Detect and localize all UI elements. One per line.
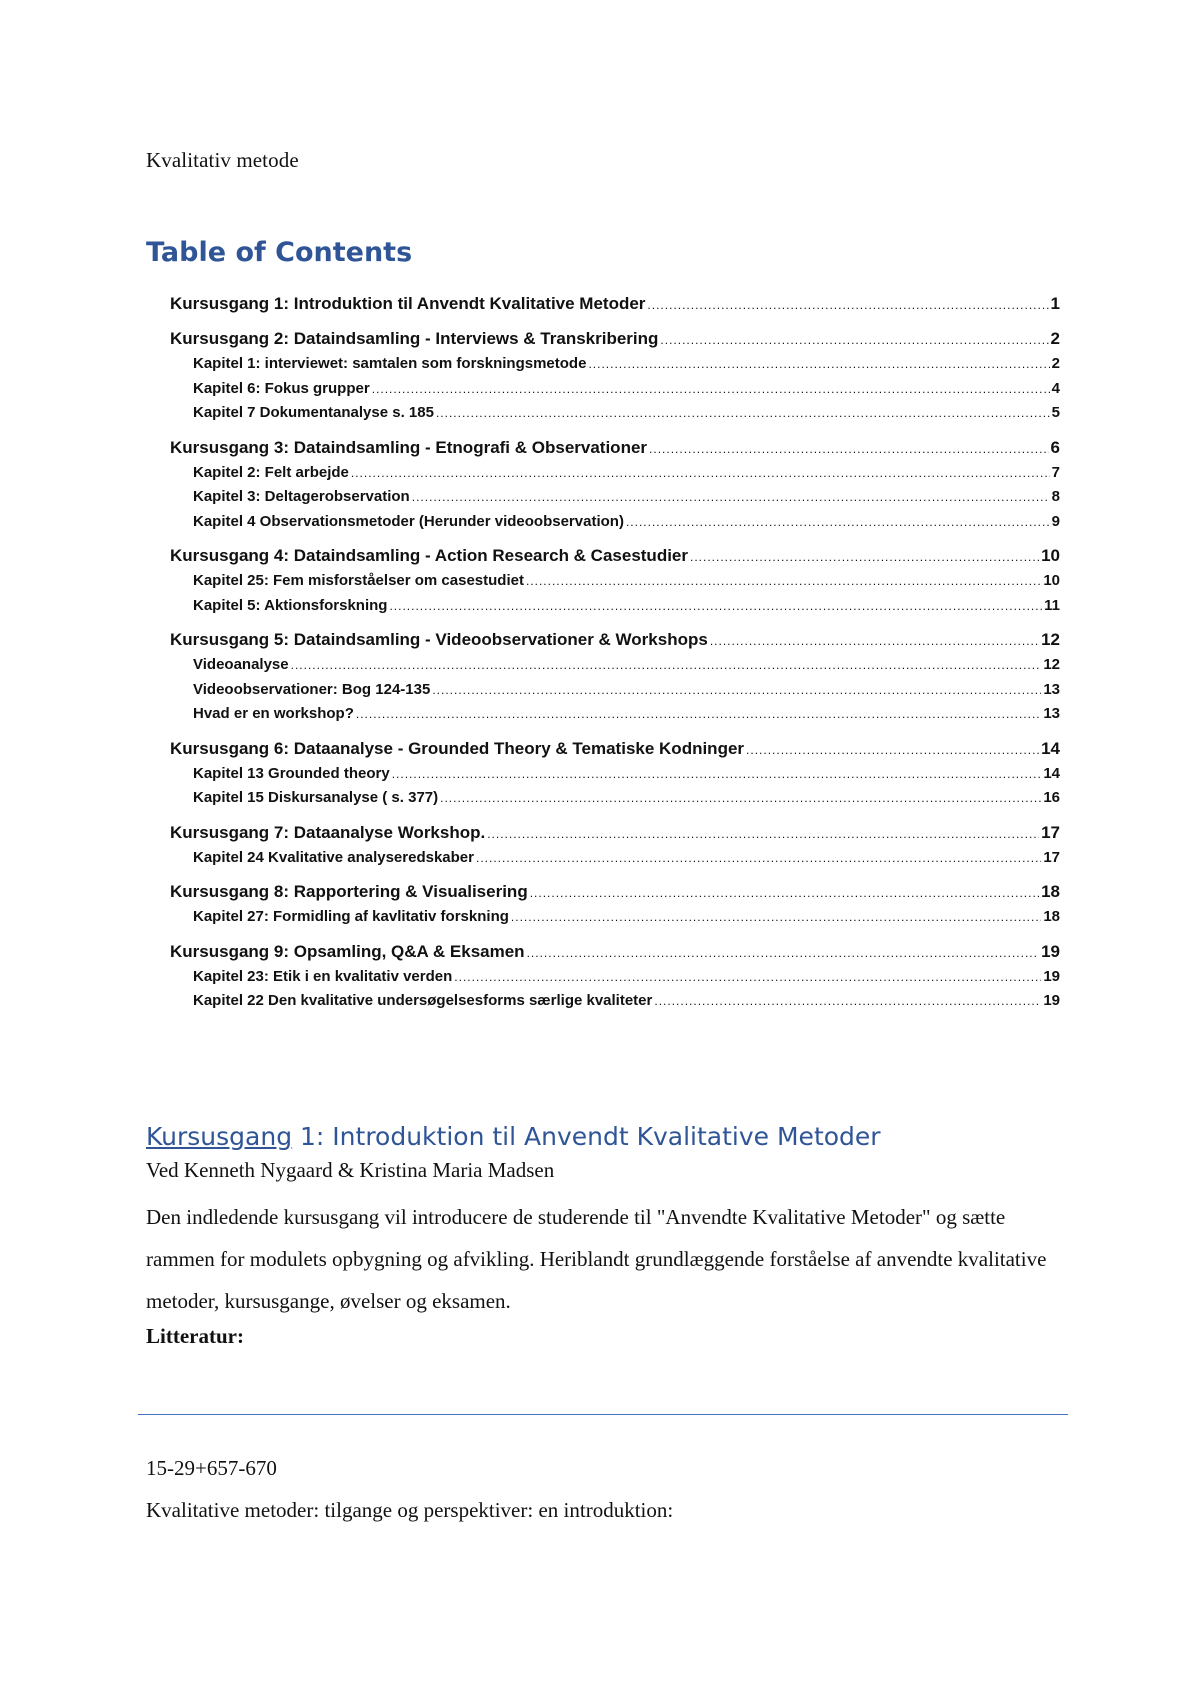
toc-dot-leader [649, 434, 1049, 463]
toc-entry-page: 12 [1041, 630, 1060, 649]
toc-entry-title: Kapitel 15 Diskursanalyse ( s. 377) [193, 789, 439, 806]
toc-entry-title: Kapitel 6: Fokus grupper [193, 379, 370, 397]
section-heading-word: Kursusgang [146, 1122, 293, 1151]
toc-entry-level1[interactable] [170, 626, 1060, 653]
toc-entry-level2[interactable] [170, 762, 1060, 787]
toc-entry-page: 9 [1051, 512, 1060, 530]
toc-entry-title: Kursusgang 7: Dataanalyse Workshop. [170, 822, 486, 842]
toc-entry-level2[interactable] [170, 702, 1060, 727]
section-paragraph: Den indledende kursusgang vil introducere de studerende til "Anvendte Kvalitative Metoder" og sætte rammen for modulets opbygning og afvikling. Heriblandt grundlæggende forståelse af anvendte kvalitative metoder, kursusgange, øvelser og eksamen. [146, 1205, 1047, 1313]
toc-group [170, 626, 1060, 727]
toc-title: Table of Contents [146, 237, 413, 268]
toc-dot-leader [412, 485, 1050, 510]
toc-entry-page: 2 [1050, 329, 1060, 348]
toc-entry-title: Kapitel 2: Felt arbejde [193, 463, 349, 481]
toc-entry-title: Kursusgang 8: Rapportering & Visualisering [170, 882, 528, 901]
toc-dot-leader [432, 678, 1041, 703]
toc-entry-page: 14 [1041, 738, 1060, 758]
toc-entry-title: Kapitel 23: Etik i en kvalitativ verden [193, 967, 453, 985]
section-heading-rest: 1: Introduktion til Anvendt Kvalitative Metoder [292, 1122, 881, 1151]
toc-entry-level1[interactable] [170, 819, 1060, 846]
toc-entry-level2[interactable] [170, 653, 1060, 678]
toc-entry-level2[interactable] [170, 510, 1060, 535]
toc-entry-level1[interactable] [170, 325, 1060, 352]
toc-entry-title: Kapitel 13 Grounded theory [193, 764, 390, 782]
toc-entry-page: 12 [1043, 656, 1060, 673]
literature-book-title: Kvalitative metoder: tilgange og perspektiver: en introduktion: [146, 1498, 674, 1522]
section-byline: Ved Kenneth Nygaard & Kristina Maria Madsen [146, 1158, 555, 1182]
toc-entry-page: 18 [1041, 882, 1060, 901]
toc-entry-title: Videoanalyse [193, 656, 289, 673]
toc-entry-page: 4 [1051, 379, 1060, 397]
toc-entry-title: Kursusgang 2: Dataindsamling - Interviews & Transkribering [170, 329, 659, 348]
toc-dot-leader [746, 735, 1039, 764]
toc-entry-page: 1 [1050, 294, 1060, 313]
toc-entry-level1[interactable] [170, 434, 1060, 461]
toc-dot-leader [351, 461, 1050, 486]
toc-dot-leader [588, 352, 1049, 377]
toc-entry-title: Kapitel 25: Fem misforståelser om casestudiet [193, 572, 524, 589]
toc-dot-leader [392, 762, 1042, 787]
toc-group [170, 938, 1060, 1014]
toc-entry-level1[interactable] [170, 542, 1060, 569]
toc-entry-level2[interactable] [170, 905, 1060, 930]
toc-entry-page: 16 [1043, 789, 1060, 806]
toc-dot-leader [647, 290, 1048, 319]
toc-entry-level2[interactable] [170, 678, 1060, 703]
toc-entry-page: 13 [1043, 705, 1060, 722]
toc-entry-level2[interactable] [170, 594, 1060, 619]
toc-entry-title: Kapitel 1: interviewet: samtalen som forskningsmetode [193, 355, 587, 372]
toc-entry-page: 8 [1051, 488, 1060, 505]
toc-dot-leader [389, 594, 1042, 619]
page-divider [138, 1414, 1068, 1415]
toc-entry-page: 14 [1043, 764, 1060, 782]
toc-entry-title: Kapitel 4 Observationsmetoder (Herunder videoobservation) [193, 512, 624, 530]
toc-group [170, 542, 1060, 618]
toc-entry-page: 19 [1041, 941, 1060, 961]
toc-entry-page: 13 [1043, 680, 1060, 698]
toc-dot-leader [454, 965, 1041, 990]
toc-entry-page: 19 [1043, 967, 1060, 985]
toc-entry-level2[interactable] [170, 377, 1060, 402]
toc-dot-leader [530, 878, 1039, 907]
toc-group [170, 290, 1060, 317]
toc-entry-page: 19 [1043, 992, 1060, 1009]
toc-entry-level2[interactable] [170, 846, 1060, 871]
literature-pages: 15-29+657-670 [146, 1456, 277, 1480]
toc-entry-page: 2 [1051, 355, 1060, 372]
toc-dot-leader [654, 989, 1041, 1014]
toc-dot-leader [526, 569, 1041, 594]
toc-entry-title: Kapitel 24 Kvalitative analyseredskaber [193, 848, 474, 866]
toc-entry-level2[interactable] [170, 401, 1060, 426]
toc-entry-title: Kursusgang 3: Dataindsamling - Etnografi & Observationer [170, 437, 648, 457]
toc-dot-leader [356, 702, 1041, 727]
toc-entry-title: Kapitel 5: Aktionsforskning [193, 596, 388, 614]
toc-entry-title: Kursusgang 9: Opsamling, Q&A & Eksamen [170, 941, 525, 961]
document-header: Kvalitativ metode [146, 148, 299, 172]
toc-entry-page: 5 [1051, 404, 1060, 421]
toc-entry-level2[interactable] [170, 786, 1060, 811]
toc-entry-page: 7 [1051, 463, 1060, 481]
toc-dot-leader [511, 905, 1041, 930]
toc-entry-level2[interactable] [170, 989, 1060, 1014]
toc-entry-level2[interactable] [170, 461, 1060, 486]
toc-entry-level2[interactable] [170, 569, 1060, 594]
toc-group [170, 325, 1060, 426]
toc-dot-leader [436, 401, 1050, 426]
toc-dot-leader [487, 819, 1039, 848]
toc-entry-title: Kursusgang 1: Introduktion til Anvendt Kvalitative Metoder [170, 294, 646, 313]
toc-entry-page: 10 [1043, 572, 1060, 589]
toc-group [170, 434, 1060, 535]
toc-entry-title: Kursusgang 4: Dataindsamling - Action Research & Casestudier [170, 546, 688, 565]
toc-dot-leader [291, 653, 1042, 678]
toc-entry-title: Kursusgang 6: Dataanalyse - Grounded Theory & Tematiske Kodninger [170, 738, 745, 758]
toc-entry-level2[interactable] [170, 965, 1060, 990]
toc-entry-page: 18 [1043, 908, 1060, 925]
toc-entry-level1[interactable] [170, 938, 1060, 965]
toc-entry-title: Kapitel 7 Dokumentanalyse s. 185 [193, 404, 434, 421]
toc-dot-leader [626, 510, 1050, 535]
toc-entry-level1[interactable] [170, 290, 1060, 317]
toc-group [170, 819, 1060, 871]
toc-group [170, 878, 1060, 930]
toc-dot-leader [660, 325, 1048, 354]
literature-label: Litteratur: [146, 1324, 244, 1348]
toc-entry-page: 11 [1044, 596, 1060, 614]
toc-entry-title: Videoobservationer: Bog 124-135 [193, 680, 431, 698]
toc-dot-leader [372, 377, 1050, 402]
table-of-contents [170, 290, 1060, 1022]
toc-entry-page: 17 [1043, 848, 1060, 866]
toc-dot-leader [527, 938, 1040, 967]
toc-dot-leader [476, 846, 1041, 871]
toc-entry-title: Kapitel 27: Formidling af kavlitativ forskning [193, 908, 509, 925]
toc-dot-leader [690, 542, 1039, 571]
toc-entry-title: Kapitel 3: Deltagerobservation [193, 488, 410, 505]
toc-dot-leader [440, 786, 1041, 811]
toc-group [170, 735, 1060, 811]
toc-entry-title: Kapitel 22 Den kvalitative undersøgelsesforms særlige kvaliteter [193, 992, 653, 1009]
toc-entry-title: Hvad er en workshop? [193, 705, 354, 722]
toc-entry-level1[interactable] [170, 878, 1060, 905]
toc-entry-level1[interactable] [170, 735, 1060, 762]
toc-entry-page: 17 [1041, 822, 1060, 842]
toc-dot-leader [710, 626, 1039, 655]
toc-entry-title: Kursusgang 5: Dataindsamling - Videoobservationer & Workshops [170, 630, 708, 649]
toc-entry-page: 6 [1050, 437, 1060, 457]
toc-entry-level2[interactable] [170, 485, 1060, 510]
section-heading [146, 1122, 881, 1151]
toc-entry-level2[interactable] [170, 352, 1060, 377]
toc-entry-page: 10 [1041, 546, 1060, 565]
